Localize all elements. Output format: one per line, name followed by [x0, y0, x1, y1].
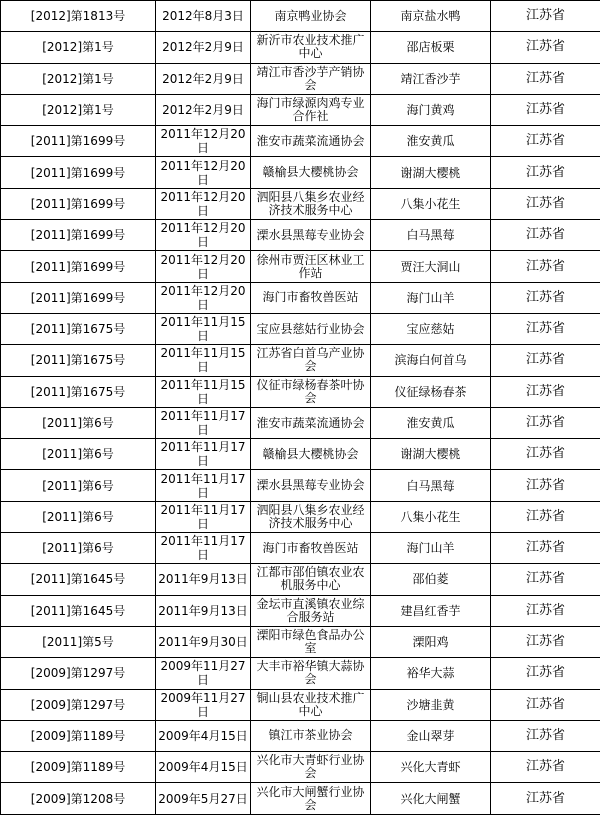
date-cell: 2011年12月20日 — [156, 188, 251, 219]
date-cell: 2011年11月15日 — [156, 376, 251, 407]
table-row — [1, 126, 600, 157]
product-cell: 兴化大青虾 — [371, 752, 491, 783]
province-cell: 江苏省 — [491, 126, 600, 157]
table-row — [1, 313, 600, 344]
doc-number-cell: [2011]第1645号 — [1, 564, 156, 595]
doc-number-cell: [2012]第1号 — [1, 32, 156, 63]
doc-number-cell: [2011]第5号 — [1, 626, 156, 657]
province-cell: 江苏省 — [491, 689, 600, 720]
table-row — [1, 533, 600, 564]
table-row — [1, 470, 600, 501]
table-row — [1, 1, 600, 32]
product-cell: 金山翠芽 — [371, 720, 491, 751]
product-cell: 谢湖大樱桃 — [371, 157, 491, 188]
date-cell: 2011年9月30日 — [156, 626, 251, 657]
doc-number-cell: [2011]第1675号 — [1, 345, 156, 376]
date-cell: 2009年4月15日 — [156, 720, 251, 751]
product-cell: 海门山羊 — [371, 533, 491, 564]
date-cell: 2012年2月9日 — [156, 94, 251, 125]
table-row — [1, 407, 600, 438]
doc-number-cell: [2011]第1699号 — [1, 251, 156, 282]
doc-number-cell: [2011]第1699号 — [1, 157, 156, 188]
doc-number-cell: [2011]第6号 — [1, 407, 156, 438]
date-cell: 2011年11月15日 — [156, 345, 251, 376]
product-cell: 八集小花生 — [371, 188, 491, 219]
date-cell: 2011年12月20日 — [156, 126, 251, 157]
applicant-cell: 泗阳县八集乡农业经济技术服务中心 — [251, 188, 371, 219]
table-row — [1, 564, 600, 595]
applicant-cell: 大丰市裕华镇大蒜协会 — [251, 658, 371, 689]
table-row — [1, 188, 600, 219]
doc-number-cell: [2012]第1号 — [1, 94, 156, 125]
province-cell: 江苏省 — [491, 220, 600, 251]
applicant-cell: 溧水县黑莓专业协会 — [251, 220, 371, 251]
applicant-cell: 仪征市绿杨春茶叶协会 — [251, 376, 371, 407]
table-row — [1, 626, 600, 657]
product-cell: 邵伯菱 — [371, 564, 491, 595]
table-row — [1, 439, 600, 470]
province-cell: 江苏省 — [491, 32, 600, 63]
product-cell: 八集小花生 — [371, 501, 491, 532]
applicant-cell: 兴化市大闸蟹行业协会 — [251, 783, 371, 814]
province-cell: 江苏省 — [491, 564, 600, 595]
table-row — [1, 63, 600, 94]
doc-number-cell: [2009]第1297号 — [1, 689, 156, 720]
product-cell: 建昌红香芋 — [371, 595, 491, 626]
doc-number-cell: [2011]第6号 — [1, 470, 156, 501]
applicant-cell: 海门市绿源肉鸡专业合作社 — [251, 94, 371, 125]
doc-number-cell: [2011]第6号 — [1, 439, 156, 470]
product-cell: 宝应慈姑 — [371, 313, 491, 344]
doc-number-cell: [2009]第1189号 — [1, 752, 156, 783]
date-cell: 2011年11月17日 — [156, 407, 251, 438]
province-cell: 江苏省 — [491, 720, 600, 751]
applicant-cell: 海门市畜牧兽医站 — [251, 282, 371, 313]
product-cell: 淮安黄瓜 — [371, 126, 491, 157]
applicant-cell: 南京鸭业协会 — [251, 1, 371, 32]
date-cell: 2011年11月15日 — [156, 313, 251, 344]
product-cell: 兴化大闸蟹 — [371, 783, 491, 814]
table-body — [1, 1, 600, 815]
province-cell: 江苏省 — [491, 345, 600, 376]
applicant-cell: 泗阳县八集乡农业经济技术服务中心 — [251, 501, 371, 532]
table-row — [1, 720, 600, 751]
product-cell: 淮安黄瓜 — [371, 407, 491, 438]
table-row — [1, 345, 600, 376]
product-cell: 贾汪大洞山 — [371, 251, 491, 282]
province-cell: 江苏省 — [491, 439, 600, 470]
table-row — [1, 752, 600, 783]
table-row — [1, 220, 600, 251]
applicant-cell: 新沂市农业技术推广中心 — [251, 32, 371, 63]
doc-number-cell: [2011]第1645号 — [1, 595, 156, 626]
table-row — [1, 282, 600, 313]
province-cell: 江苏省 — [491, 752, 600, 783]
province-cell: 江苏省 — [491, 626, 600, 657]
applicant-cell: 赣榆县大樱桃协会 — [251, 439, 371, 470]
date-cell: 2011年9月13日 — [156, 564, 251, 595]
province-cell: 江苏省 — [491, 501, 600, 532]
applicant-cell: 宝应县慈姑行业协会 — [251, 313, 371, 344]
doc-number-cell: [2011]第1675号 — [1, 313, 156, 344]
applicant-cell: 徐州市贾汪区林业工作站 — [251, 251, 371, 282]
date-cell: 2011年12月20日 — [156, 220, 251, 251]
applicant-cell: 溧水县黑莓专业协会 — [251, 470, 371, 501]
applicant-cell: 铜山县农业技术推广中心 — [251, 689, 371, 720]
product-cell: 白马黑莓 — [371, 220, 491, 251]
table-row — [1, 157, 600, 188]
date-cell: 2011年11月17日 — [156, 533, 251, 564]
date-cell: 2011年12月20日 — [156, 251, 251, 282]
doc-number-cell: [2009]第1297号 — [1, 658, 156, 689]
date-cell: 2011年11月17日 — [156, 501, 251, 532]
doc-number-cell: [2012]第1813号 — [1, 1, 156, 32]
doc-number-cell: [2011]第1699号 — [1, 282, 156, 313]
province-cell: 江苏省 — [491, 1, 600, 32]
table-row — [1, 501, 600, 532]
applicant-cell: 江都市邵伯镇农业农机服务中心 — [251, 564, 371, 595]
product-cell: 海门黄鸡 — [371, 94, 491, 125]
table-row — [1, 251, 600, 282]
product-cell: 仪征绿杨春茶 — [371, 376, 491, 407]
date-cell: 2011年9月13日 — [156, 595, 251, 626]
doc-number-cell: [2011]第1699号 — [1, 188, 156, 219]
product-cell: 沙塘韭黄 — [371, 689, 491, 720]
province-cell: 江苏省 — [491, 376, 600, 407]
applicant-cell: 海门市畜牧兽医站 — [251, 533, 371, 564]
product-cell: 南京盐水鸭 — [371, 1, 491, 32]
province-cell: 江苏省 — [491, 407, 600, 438]
product-cell: 邵店板栗 — [371, 32, 491, 63]
doc-number-cell: [2011]第1699号 — [1, 126, 156, 157]
applicant-cell: 兴化市大青虾行业协会 — [251, 752, 371, 783]
doc-number-cell: [2011]第1699号 — [1, 220, 156, 251]
province-cell: 江苏省 — [491, 282, 600, 313]
table-row — [1, 689, 600, 720]
province-cell: 江苏省 — [491, 157, 600, 188]
applicant-cell: 金坛市直溪镇农业综合服务站 — [251, 595, 371, 626]
product-cell: 靖江香沙芋 — [371, 63, 491, 94]
table-row — [1, 658, 600, 689]
product-cell: 滨海白何首乌 — [371, 345, 491, 376]
doc-number-cell: [2012]第1号 — [1, 63, 156, 94]
province-cell: 江苏省 — [491, 470, 600, 501]
doc-number-cell: [2011]第6号 — [1, 533, 156, 564]
province-cell: 江苏省 — [491, 313, 600, 344]
province-cell: 江苏省 — [491, 658, 600, 689]
date-cell: 2012年2月9日 — [156, 32, 251, 63]
date-cell: 2009年5月27日 — [156, 783, 251, 814]
applicant-cell: 溧阳市绿色食品办公室 — [251, 626, 371, 657]
date-cell: 2011年11月17日 — [156, 470, 251, 501]
date-cell: 2011年12月20日 — [156, 157, 251, 188]
province-cell: 江苏省 — [491, 94, 600, 125]
table-row — [1, 376, 600, 407]
table-row — [1, 32, 600, 63]
table-row — [1, 783, 600, 814]
province-cell: 江苏省 — [491, 188, 600, 219]
doc-number-cell: [2009]第1208号 — [1, 783, 156, 814]
province-cell: 江苏省 — [491, 63, 600, 94]
province-cell: 江苏省 — [491, 533, 600, 564]
applicant-cell: 淮安市蔬菜流通协会 — [251, 126, 371, 157]
doc-number-cell: [2009]第1189号 — [1, 720, 156, 751]
date-cell: 2011年11月17日 — [156, 439, 251, 470]
date-cell: 2009年4月15日 — [156, 752, 251, 783]
province-cell: 江苏省 — [491, 595, 600, 626]
applicant-cell: 江苏省白首乌产业协会 — [251, 345, 371, 376]
date-cell: 2011年12月20日 — [156, 282, 251, 313]
product-cell: 溧阳鸡 — [371, 626, 491, 657]
product-cell: 谢湖大樱桃 — [371, 439, 491, 470]
province-cell: 江苏省 — [491, 251, 600, 282]
applicant-cell: 镇江市茶业协会 — [251, 720, 371, 751]
date-cell: 2012年2月9日 — [156, 63, 251, 94]
date-cell: 2009年11月27日 — [156, 658, 251, 689]
doc-number-cell: [2011]第6号 — [1, 501, 156, 532]
applicant-cell: 赣榆县大樱桃协会 — [251, 157, 371, 188]
date-cell: 2012年8月3日 — [156, 1, 251, 32]
product-cell: 白马黑莓 — [371, 470, 491, 501]
date-cell: 2009年11月27日 — [156, 689, 251, 720]
applicant-cell: 淮安市蔬菜流通协会 — [251, 407, 371, 438]
doc-number-cell: [2011]第1675号 — [1, 376, 156, 407]
product-cell: 海门山羊 — [371, 282, 491, 313]
product-cell: 裕华大蒜 — [371, 658, 491, 689]
table-row — [1, 94, 600, 125]
table-row — [1, 595, 600, 626]
applicant-cell: 靖江市香沙芋产销协会 — [251, 63, 371, 94]
province-cell: 江苏省 — [491, 783, 600, 814]
